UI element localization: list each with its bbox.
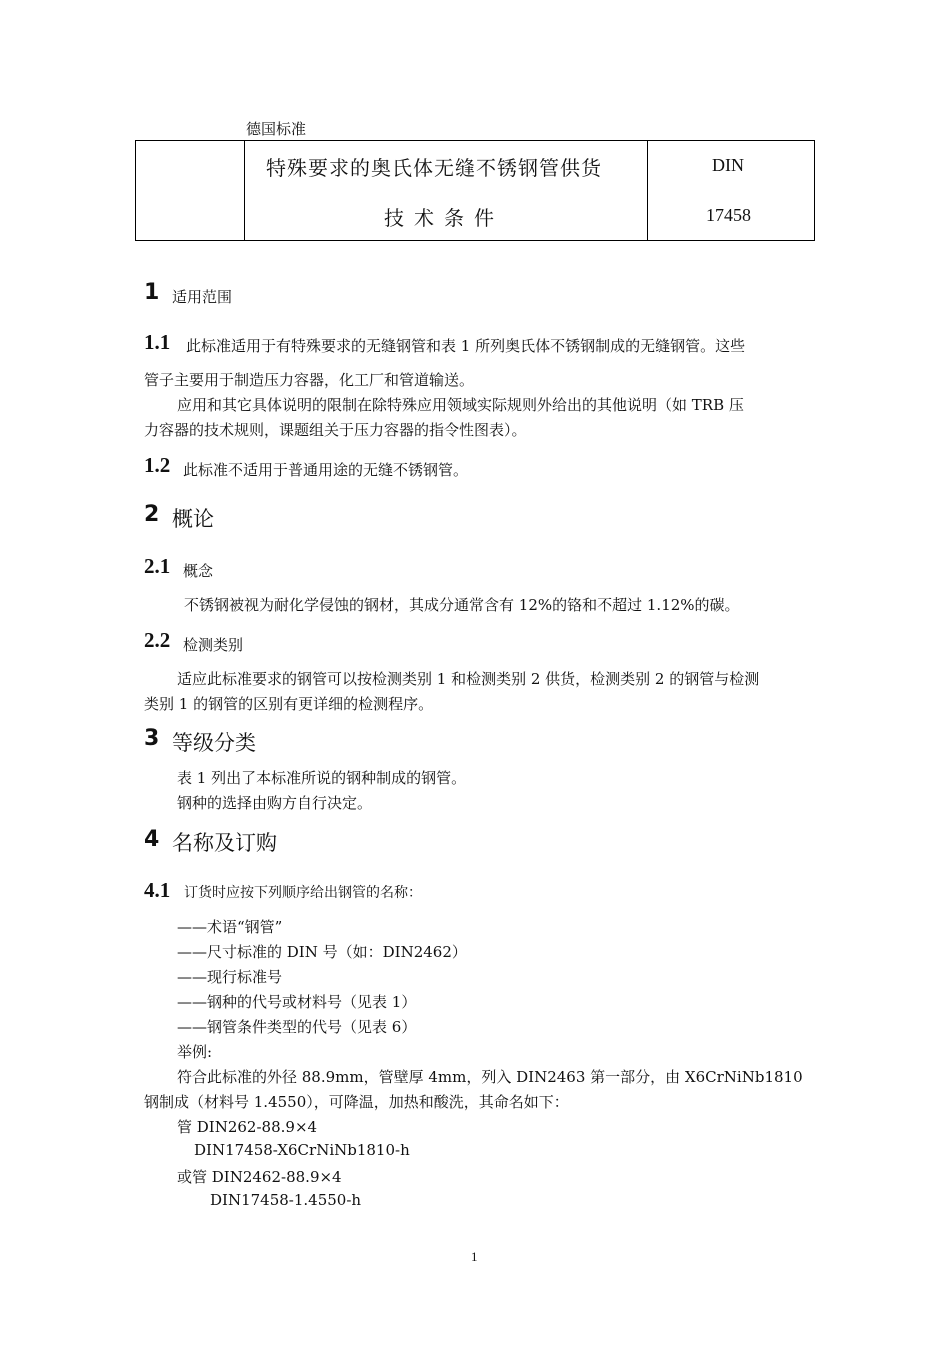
paragraph-line: 钢种的选择由购方自行决定。 [177, 794, 373, 812]
paragraph-line: 不锈钢被视为耐化学侵蚀的钢材，其成分通常含有 12%的铬和不超过 1.12%的碳。 [184, 596, 740, 614]
subsection-title: 检测类别 [183, 636, 244, 654]
standard-number: 17458 [706, 205, 751, 225]
header-label: 德国标准 [246, 120, 307, 138]
list-item: ——术语“钢管” [177, 918, 283, 936]
list-item: ——钢种的代号或材料号（见表 1） [177, 993, 417, 1011]
document-title: 特殊要求的奥氏体无缝不锈钢管供货 [266, 156, 602, 180]
standard-prefix: DIN [712, 155, 744, 175]
section-2-title: 概论 [172, 507, 214, 531]
table-divider [647, 141, 648, 240]
section-2-number: 2 [144, 502, 160, 527]
section-4-title: 名称及订购 [172, 831, 277, 855]
section-2-1-number: 2.1 [144, 554, 171, 578]
list-item: ——现行标准号 [177, 968, 283, 986]
subsection-title: 订货时应按下列顺序给出钢管的名称： [184, 885, 422, 901]
paragraph-line: 钢制成（材料号 1.4550），可降温，加热和酸洗，其命名如下： [144, 1093, 569, 1111]
paragraph-line: 力容器的技术规则，课题组关于压力容器的指令性图表）。 [144, 421, 527, 439]
subsection-title: 概念 [183, 562, 214, 580]
designation-line: DIN17458-1.4550-h [210, 1191, 362, 1209]
paragraph-line: 此标准不适用于普通用途的无缝不锈钢管。 [183, 461, 469, 479]
designation-line: DIN17458-X6CrNiNb1810-h [194, 1141, 410, 1159]
paragraph-line: 类别 1 的钢管的区别有更详细的检测程序。 [144, 695, 434, 713]
section-1-number: 1 [144, 280, 160, 305]
section-1-title: 适用范围 [172, 288, 233, 306]
list-item: ——钢管条件类型的代号（见表 6） [177, 1018, 417, 1036]
paragraph-line: 表 1 列出了本标准所说的钢种制成的钢管。 [177, 769, 467, 787]
section-4-number: 4 [144, 827, 160, 852]
example-label: 举例: [177, 1043, 213, 1061]
designation-line: 管 DIN262-88.9×4 [177, 1118, 318, 1136]
paragraph-line: 适应此标准要求的钢管可以按检测类别 1 和检测类别 2 供货，检测类别 2 的钢管与检测 [177, 670, 760, 688]
list-item: ——尺寸标准的 DIN 号（如：DIN2462） [177, 943, 467, 961]
table-divider [244, 141, 245, 240]
section-3-number: 3 [144, 726, 160, 751]
section-1-1-number: 1.1 [144, 330, 171, 354]
section-2-2-number: 2.2 [144, 628, 171, 652]
paragraph-line: 符合此标准的外径 88.9mm，管壁厚 4mm，列入 DIN2463 第一部分，由 X6CrNiNb1810 [177, 1068, 803, 1086]
paragraph-line: 管子主要用于制造压力容器，化工厂和管道输送。 [144, 371, 475, 389]
section-1-2-number: 1.2 [144, 453, 171, 477]
designation-line: 或管 DIN2462-88.9×4 [177, 1168, 342, 1186]
section-4-1-number: 4.1 [144, 878, 171, 902]
document-subtitle: 技术条件 [384, 206, 504, 230]
paragraph-line: 此标准适用于有特殊要求的无缝钢管和表 1 所列奥氏体不锈钢制成的无缝钢管。这些 [186, 337, 746, 355]
section-3-title: 等级分类 [172, 731, 256, 755]
paragraph-line: 应用和其它具体说明的限制在除特殊应用领域实际规则外给出的其他说明（如 TRB 压 [177, 396, 744, 414]
page-number: 1 [471, 1249, 478, 1264]
